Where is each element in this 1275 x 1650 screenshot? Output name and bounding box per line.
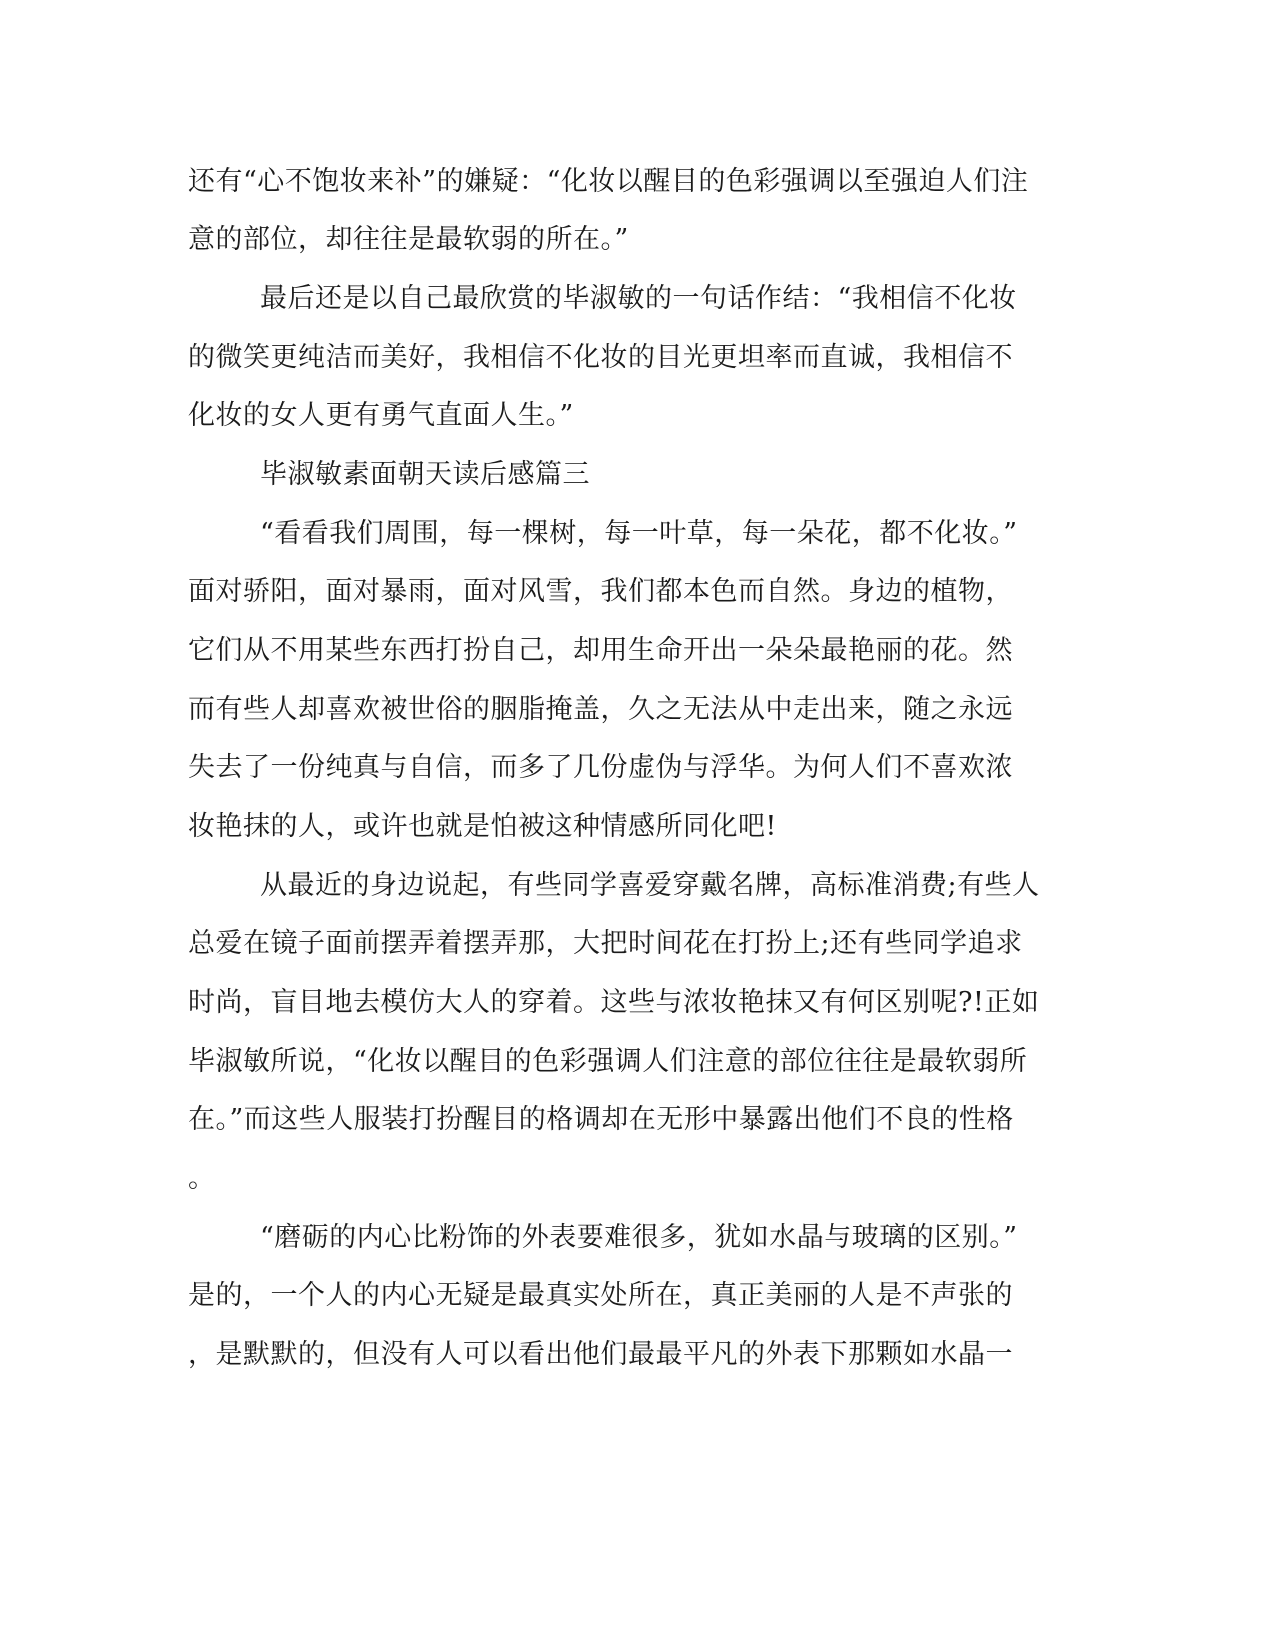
text-line: 它们从不用某些东西打扮自己，却用生命开出一朵朵最艳丽的花。然 bbox=[188, 635, 1013, 666]
text-line: 的微笑更纯洁而美好，我相信不化妆的目光更坦率而直诚，我相信不 bbox=[188, 342, 1013, 373]
section-heading: 毕淑敏素面朝天读后感篇三 bbox=[260, 459, 590, 490]
text-line: “看看我们周围，每一棵树，每一叶草，每一朵花，都不化妆。” bbox=[260, 518, 1018, 549]
text-line: 还有“心不饱妆来补”的嫌疑：“化妆以醒目的色彩强调以至强迫人们注 bbox=[188, 166, 1029, 197]
text-line: 从最近的身边说起，有些同学喜爱穿戴名牌，高标准消费;有些人 bbox=[260, 870, 1040, 901]
text-line: 妆艳抹的人，或许也就是怕被这种情感所同化吧! bbox=[188, 811, 777, 842]
text-line: ，是默默的，但没有人可以看出他们最最平凡的外表下那颗如水晶一 bbox=[188, 1339, 1013, 1370]
text-line: 是的，一个人的内心无疑是最真实处所在，真正美丽的人是不声张的 bbox=[188, 1280, 1013, 1311]
text-line: 。 bbox=[188, 1163, 216, 1194]
text-line: 最后还是以自己最欣赏的毕淑敏的一句话作结：“我相信不化妆 bbox=[260, 283, 1017, 314]
text-line: 面对骄阳，面对暴雨，面对风雪，我们都本色而自然。身边的植物， bbox=[188, 576, 1013, 607]
text-line: “磨砺的内心比粉饰的外表要难很多，犹如水晶与玻璃的区别。” bbox=[260, 1222, 1018, 1253]
text-line: 意的部位，却往往是最软弱的所在。” bbox=[188, 224, 629, 255]
text-line: 化妆的女人更有勇气直面人生。” bbox=[188, 400, 574, 431]
text-line: 总爱在镜子面前摆弄着摆弄那，大把时间花在打扮上;还有些同学追求 bbox=[188, 928, 1023, 959]
text-line: 而有些人却喜欢被世俗的胭脂掩盖，久之无法从中走出来，随之永远 bbox=[188, 694, 1013, 725]
text-line: 失去了一份纯真与自信，而多了几份虚伪与浮华。为何人们不喜欢浓 bbox=[188, 752, 1013, 783]
text-line: 时尚，盲目地去模仿大人的穿着。这些与浓妆艳抹又有何区别呢?!正如 bbox=[188, 987, 1040, 1018]
text-line: 在。”而这些人服装打扮醒目的格调却在无形中暴露出他们不良的性格 bbox=[188, 1104, 1014, 1135]
text-line: 毕淑敏所说，“化妆以醒目的色彩强调人们注意的部位往往是最软弱所 bbox=[188, 1046, 1028, 1077]
